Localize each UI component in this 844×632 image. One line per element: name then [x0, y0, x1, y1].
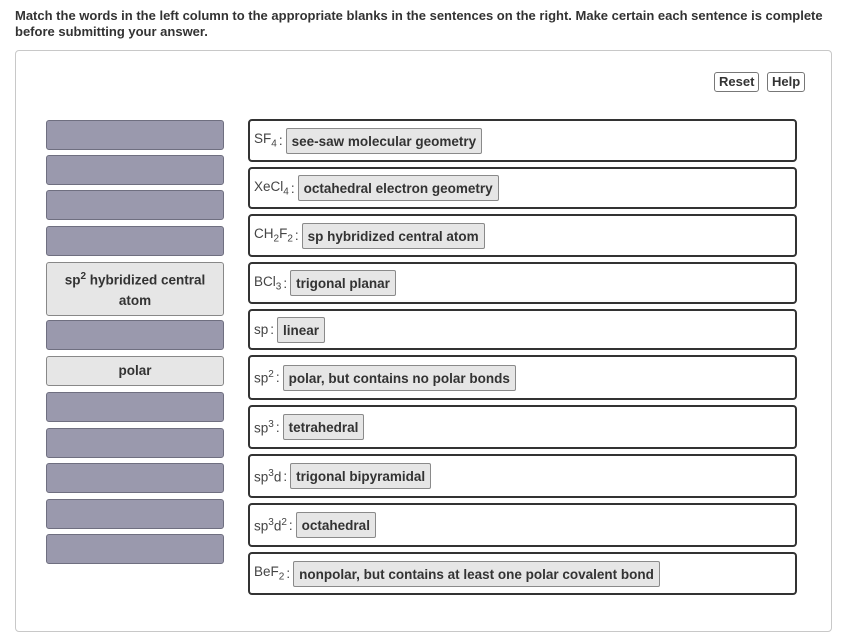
sentence-label: $CH_2F_2$ [254, 226, 293, 245]
answer-chip[interactable]: see-saw molecular geometry [286, 128, 483, 154]
sentence-label: BCl$_3$ [254, 273, 282, 293]
answer-chip[interactable]: nonpolar, but contains at least one polar covalent bond [293, 561, 660, 587]
sentence-row [248, 552, 797, 595]
sentence-row [248, 503, 797, 547]
sentence-label: BeF$_2$ [254, 564, 285, 583]
sentence-row [248, 167, 797, 209]
word-bank-empty-slot[interactable] [46, 120, 224, 150]
word-bank-empty-slot[interactable] [46, 226, 224, 256]
word-bank-empty-slot[interactable] [46, 463, 224, 493]
label-separator: : [294, 228, 299, 243]
label-separator: : [275, 419, 280, 435]
help-button[interactable]: Help [767, 72, 805, 92]
sentence-label: $sp^2$ [254, 369, 274, 386]
sentence-row [248, 214, 797, 257]
word-bank-item[interactable]: polar [46, 356, 224, 386]
sentence-row [248, 355, 797, 400]
answer-chip[interactable]: octahedral [296, 512, 376, 538]
label-separator: : [290, 180, 295, 196]
label-separator: : [283, 468, 288, 484]
word-bank-empty-slot[interactable] [46, 392, 224, 422]
answer-chip[interactable]: trigonal planar [290, 270, 396, 296]
answer-chip[interactable]: octahedral electron geometry [298, 175, 499, 201]
sentence-label: XeCl$_4$ [254, 178, 289, 198]
sentence-row [248, 309, 797, 350]
label-separator: : [283, 275, 288, 291]
label-separator: : [270, 322, 275, 337]
word-bank-empty-slot[interactable] [46, 155, 224, 185]
answer-chip[interactable]: linear [277, 317, 325, 343]
label-separator: : [286, 566, 291, 581]
answer-chip[interactable]: tetrahedral [283, 414, 365, 440]
word-bank-empty-slot[interactable] [46, 534, 224, 564]
sentence-row [248, 454, 797, 498]
sentence-row [248, 405, 797, 449]
instructions-text: Match the words in the left column to the appropriate blanks in the sentences on the right. Make certain each sentence is complete before submitting your answer. [15, 8, 823, 39]
answer-chip[interactable]: sp hybridized central atom [302, 223, 485, 249]
label-separator: : [278, 133, 283, 148]
word-bank-item[interactable]: $sp^2$ hybridized central atom [46, 262, 224, 316]
sentence-row [248, 262, 797, 304]
sentence-label: sp [254, 322, 269, 337]
label-separator: : [275, 370, 280, 385]
sentence-label: $sp^3d$ [254, 467, 282, 485]
answer-chip[interactable]: trigonal bipyramidal [290, 463, 431, 489]
reset-button[interactable]: Reset [714, 72, 759, 92]
sentence-label: $SF_4$ [254, 131, 277, 150]
sentence-label: $sp^3$ [254, 418, 274, 436]
word-bank-empty-slot[interactable] [46, 190, 224, 220]
sentence-row [248, 119, 797, 162]
word-bank-empty-slot[interactable] [46, 499, 224, 529]
answer-chip[interactable]: polar, but contains no polar bonds [283, 365, 516, 391]
word-bank-empty-slot[interactable] [46, 320, 224, 350]
word-bank-empty-slot[interactable] [46, 428, 224, 458]
label-separator: : [288, 517, 293, 533]
sentence-label: $sp^3d^2$ [254, 516, 287, 534]
